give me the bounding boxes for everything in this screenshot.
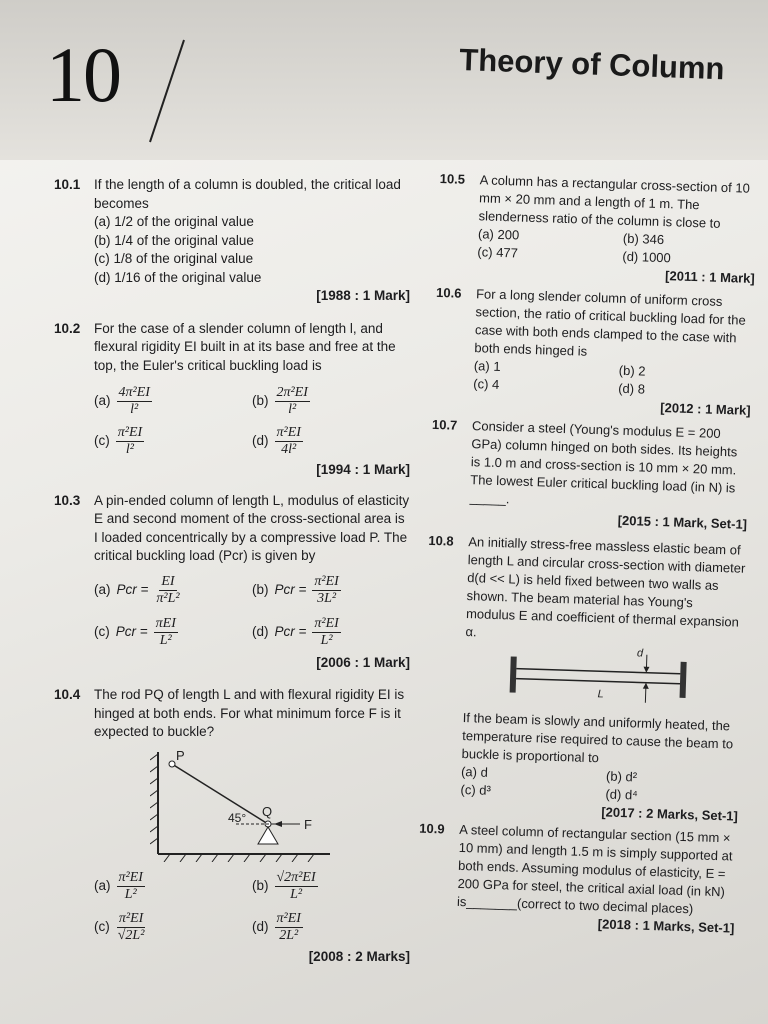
label-l: L: [597, 688, 604, 701]
question-text: For the case of a slender column of length l, and flexural rigidity EI built in at its base and free at the top, the Euler's critical buckling load is: [94, 320, 396, 373]
question-text: For a long slender column of uniform cross section, the ratio of critical buckling load for the case with both ends clamped to the case with both ends hinged is: [474, 286, 746, 359]
option-b: (b) 1/4 of the original value: [94, 232, 254, 248]
label-p: P: [176, 747, 185, 763]
option-c: (c) d³: [460, 781, 492, 798]
question-text-continued: If the beam is slowly and uniformly heated, the temperature rise required to cause the beam to buckle is proportional to: [461, 709, 734, 766]
question-text: A column has a rectangular cross-section of 10 mm × 20 mm and a length of 1 m. The slenderness ratio of the column is close to: [478, 172, 751, 231]
question-number: 10.6: [435, 284, 462, 301]
question-text: Consider a steel (Young's modulus E = 200 GPa) column hinged on both sides. Its heights is 1.0 m and cross-section is 10 mm × 20 mm. The lowest Euler critical buckling load (in N) is _____.: [469, 418, 738, 507]
question-10-2: [54, 320, 410, 480]
chapter-divider-slash: [148, 36, 188, 146]
option-a: (a) $\frac{\text{4π²EI}}{\text{l²}}$: [94, 384, 150, 417]
question-tag: [1988 : 1 Mark]: [316, 288, 410, 303]
question-tag: [2006 : 1 Mark]: [316, 654, 410, 670]
question-10-8: [420, 532, 747, 826]
right-column: [416, 170, 758, 938]
question-number: 10.3: [54, 492, 81, 508]
question-10-6: [432, 284, 754, 420]
question-number: 10.7: [431, 416, 458, 433]
option-d: (d) d⁴: [605, 786, 639, 803]
option-d: (d) $\frac{\text{π²EI}}{\text{4l²}}$: [252, 424, 301, 457]
question-tag: [1994 : 1 Mark]: [316, 462, 410, 477]
option-c: (c) 4: [473, 376, 500, 392]
question-tag: [2008 : 2 Marks]: [308, 948, 410, 964]
option-b: (b) 2: [618, 362, 646, 379]
beam-diagram: [503, 642, 705, 712]
label-angle: 45°: [228, 810, 247, 825]
option-c: (c) 1/8 of the original value: [94, 251, 254, 266]
rod-diagram: [150, 742, 350, 862]
option-a: (a) $\frac{\text{π²EI}}{\text{L²}}$: [94, 870, 143, 902]
option-b: (b) $\frac{\text{2π²EI}}{\text{l²}}$: [252, 384, 308, 417]
option-a: (a) d: [460, 763, 489, 780]
question-number: 10.8: [428, 532, 454, 549]
option-d: (d) 1000: [622, 248, 672, 266]
question-tag: [2011 : 1 Mark]: [664, 268, 755, 286]
option-a: (a) 1/2 of the original value: [94, 214, 254, 229]
chapter-title: Theory of Column: [458, 42, 726, 87]
option-c: (c) Pcr = $\frac{\text{πEI}}{\text{L²}}$: [94, 616, 176, 648]
option-d: (d) Pcr = $\frac{\text{π²EI}}{\text{L²}}$: [252, 616, 339, 648]
question-number: 10.5: [439, 170, 466, 187]
question-text: An initially stress-free massless elastic beam of length L and circular cross-section with diameter d(d << L) is held fixed between two walls as shown. The beam material has Young's modulus E and coefficient of thermal expansion α.: [465, 534, 746, 640]
question-text: The rod PQ of length L and with flexural rigidity EI is hinged at both ends. For what minimum force F is it expected to buckle?: [94, 687, 405, 739]
question-text: A pin-ended column of length L, modulus of elasticity E and second moment of the cross-sectional area is I loaded concentrically by a compressive load P. The critical buckling load (Pcr) is given by: [94, 492, 410, 563]
left-column: [54, 176, 410, 966]
option-b: (b) $\frac{\text{√2π²EI}}{\text{L²}}$: [252, 870, 316, 902]
question-text: A steel column of rectangular section (15 mm × 10 mm) and length 1.5 m is simply supported at both ends. Assuming modulus of elasticity, E = 200 GPa for steel, the critical axial load (in kN) is_______(correct to two decimal places): [456, 821, 733, 917]
question-number: 10.1: [54, 177, 81, 192]
option-d: (d) 8: [617, 380, 646, 397]
label-f: F: [304, 816, 312, 832]
question-10-9: [416, 820, 737, 938]
question-tag: [2018 : 1 Marks, Set-1]: [597, 916, 735, 936]
label-d: d: [636, 647, 644, 660]
option-b: (b) 346: [622, 230, 665, 248]
option-d: (d) $\frac{\text{π²EI}}{\text{2L²}}$: [252, 911, 301, 943]
option-b: (b) Pcr = $\frac{\text{π²EI}}{\text{3L²}}$: [252, 574, 339, 606]
question-text: If the length of a column is doubled, the critical load becomes: [94, 177, 401, 211]
question-number: 10.9: [419, 820, 445, 837]
question-tag: [2012 : 1 Mark]: [660, 400, 751, 418]
question-tag: [2017 : 2 Marks, Set-1]: [601, 804, 739, 824]
option-d: (d) 1/16 of the original value: [94, 269, 262, 285]
option-a: (a) Pcr = $\frac{EI}{\text{π²L²}}$: [94, 574, 180, 606]
option-b: (b) d²: [605, 768, 638, 785]
question-10-1: [54, 176, 410, 306]
chapter-number: 10: [46, 31, 120, 118]
question-10-3: [54, 492, 410, 673]
question-number: 10.2: [54, 320, 81, 336]
question-10-5: [437, 170, 758, 288]
question-10-4: [54, 686, 410, 966]
question-tag: [2015 : 1 Mark, Set-1]: [617, 512, 748, 532]
option-c: (c) 477: [477, 244, 519, 261]
option-c: (c) $\frac{\text{π²EI}}{\text{√2L²}}$: [94, 911, 145, 943]
option-c: (c) $\frac{\text{π²EI}}{\text{l²}}$: [94, 424, 143, 457]
question-number: 10.4: [54, 687, 81, 702]
question-10-7: [429, 416, 750, 534]
option-a: (a) 200: [477, 226, 520, 243]
label-q: Q: [262, 803, 273, 819]
option-a: (a) 1: [473, 358, 501, 374]
